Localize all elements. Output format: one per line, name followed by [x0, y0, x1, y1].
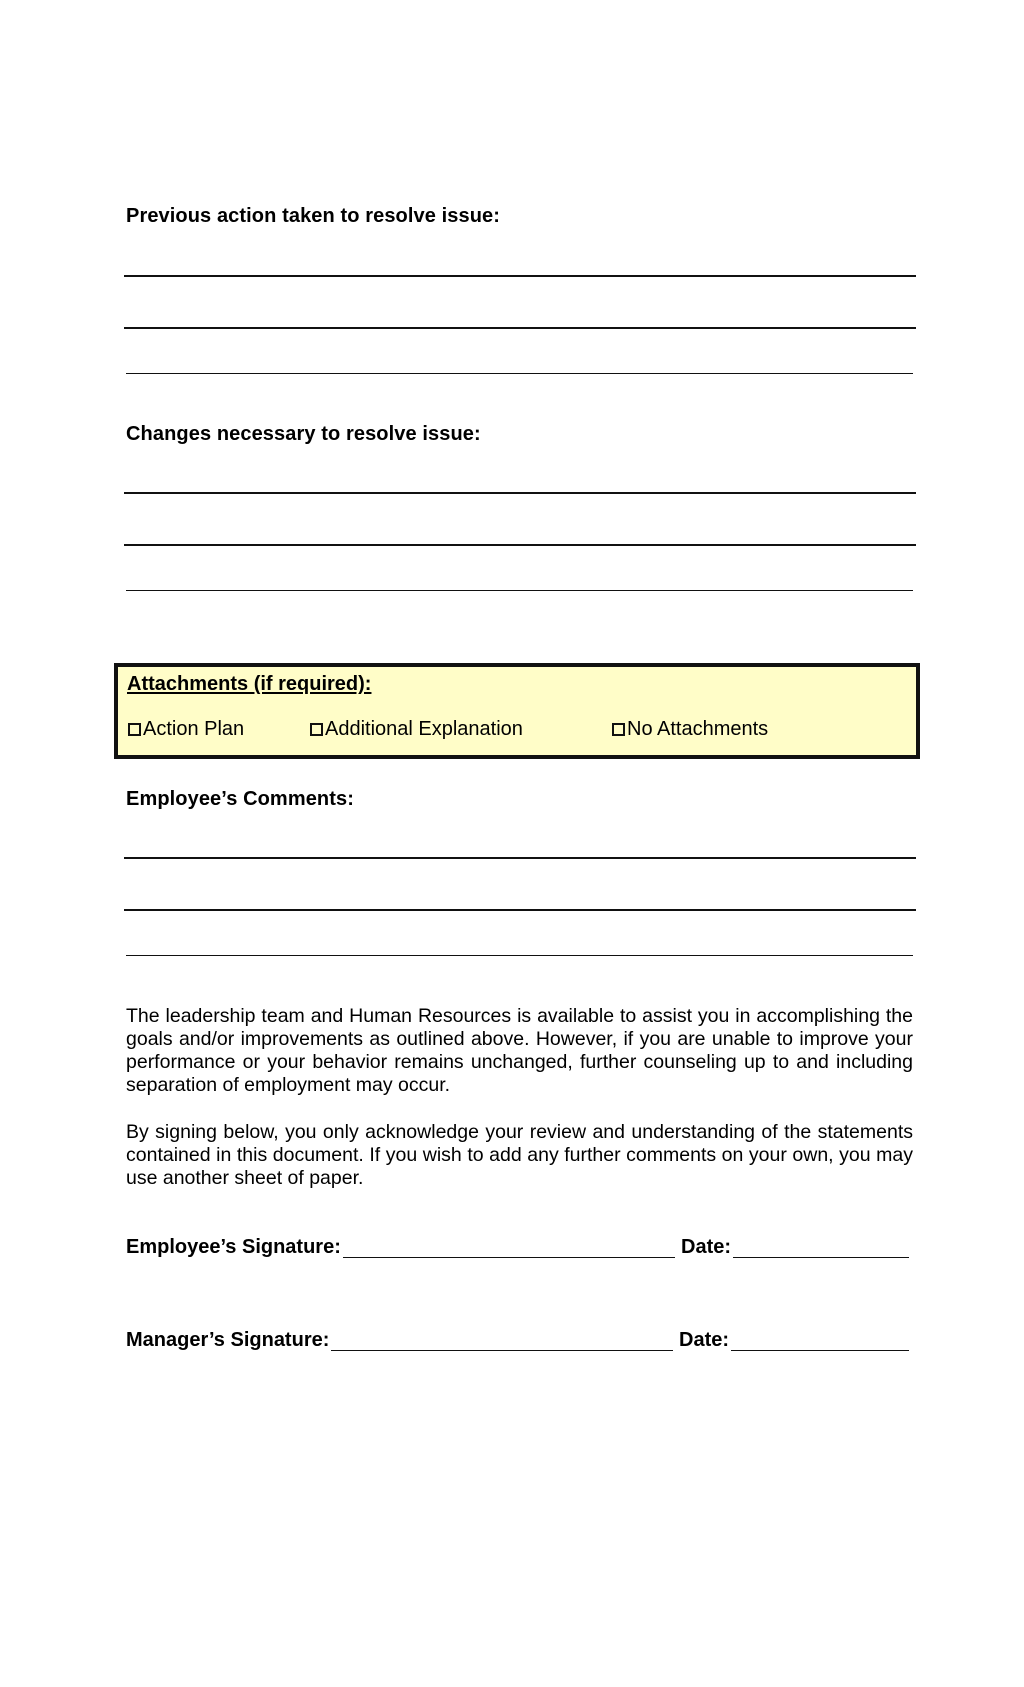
changes-necessary-line-2[interactable]: [124, 544, 916, 546]
employee-comments-label: Employee’s Comments:: [126, 788, 354, 810]
employee-signature-line[interactable]: [343, 1257, 675, 1258]
previous-action-line-2[interactable]: [124, 327, 916, 329]
employee-comments-line-3[interactable]: [126, 955, 913, 956]
changes-necessary-label: Changes necessary to resolve issue:: [126, 423, 481, 445]
action-plan-checkbox[interactable]: [128, 723, 141, 736]
changes-necessary-line-1[interactable]: [124, 492, 916, 494]
manager-date-line[interactable]: [731, 1350, 909, 1351]
acknowledgement-paragraph: By signing below, you only acknowledge your review and understanding of the statements contained in this document. If you wish to add any further comments on your own, you may use another sheet of paper.: [126, 1121, 913, 1189]
previous-action-line-3[interactable]: [126, 373, 913, 374]
option-action-plan[interactable]: [128, 718, 244, 741]
option-no-attachments[interactable]: [612, 718, 768, 741]
manager-signature-label: Manager’s Signature:: [126, 1329, 330, 1351]
no-attachments-label: No Attachments: [627, 718, 769, 740]
attachments-box: [114, 663, 920, 759]
manager-date-label: Date:: [679, 1329, 730, 1351]
previous-action-label: Previous action taken to resolve issue:: [126, 205, 501, 227]
additional-explanation-label: Additional Explanation: [325, 718, 523, 740]
employee-date-label: Date:: [681, 1236, 732, 1258]
no-attachments-checkbox[interactable]: [612, 723, 625, 736]
employee-date-line[interactable]: [733, 1257, 909, 1258]
employee-signature-label: Employee’s Signature:: [126, 1236, 341, 1258]
action-plan-label: Action Plan: [143, 718, 245, 740]
additional-explanation-checkbox[interactable]: [310, 723, 323, 736]
attachments-title: Attachments (if required):: [127, 673, 372, 695]
support-statement-paragraph: The leadership team and Human Resources is available to assist you in accomplishing the goals and/or improvements as outlined above. However, if you are unable to improve your performance or your behavior remains unchanged, further counseling up to and including separation of employment may occur.: [126, 1005, 913, 1096]
option-additional-explanation[interactable]: [310, 718, 523, 741]
changes-necessary-line-3[interactable]: [126, 590, 913, 591]
employee-comments-line-1[interactable]: [124, 857, 916, 859]
employee-comments-line-2[interactable]: [124, 909, 916, 911]
previous-action-line-1[interactable]: [124, 275, 916, 277]
manager-signature-line[interactable]: [331, 1350, 673, 1351]
